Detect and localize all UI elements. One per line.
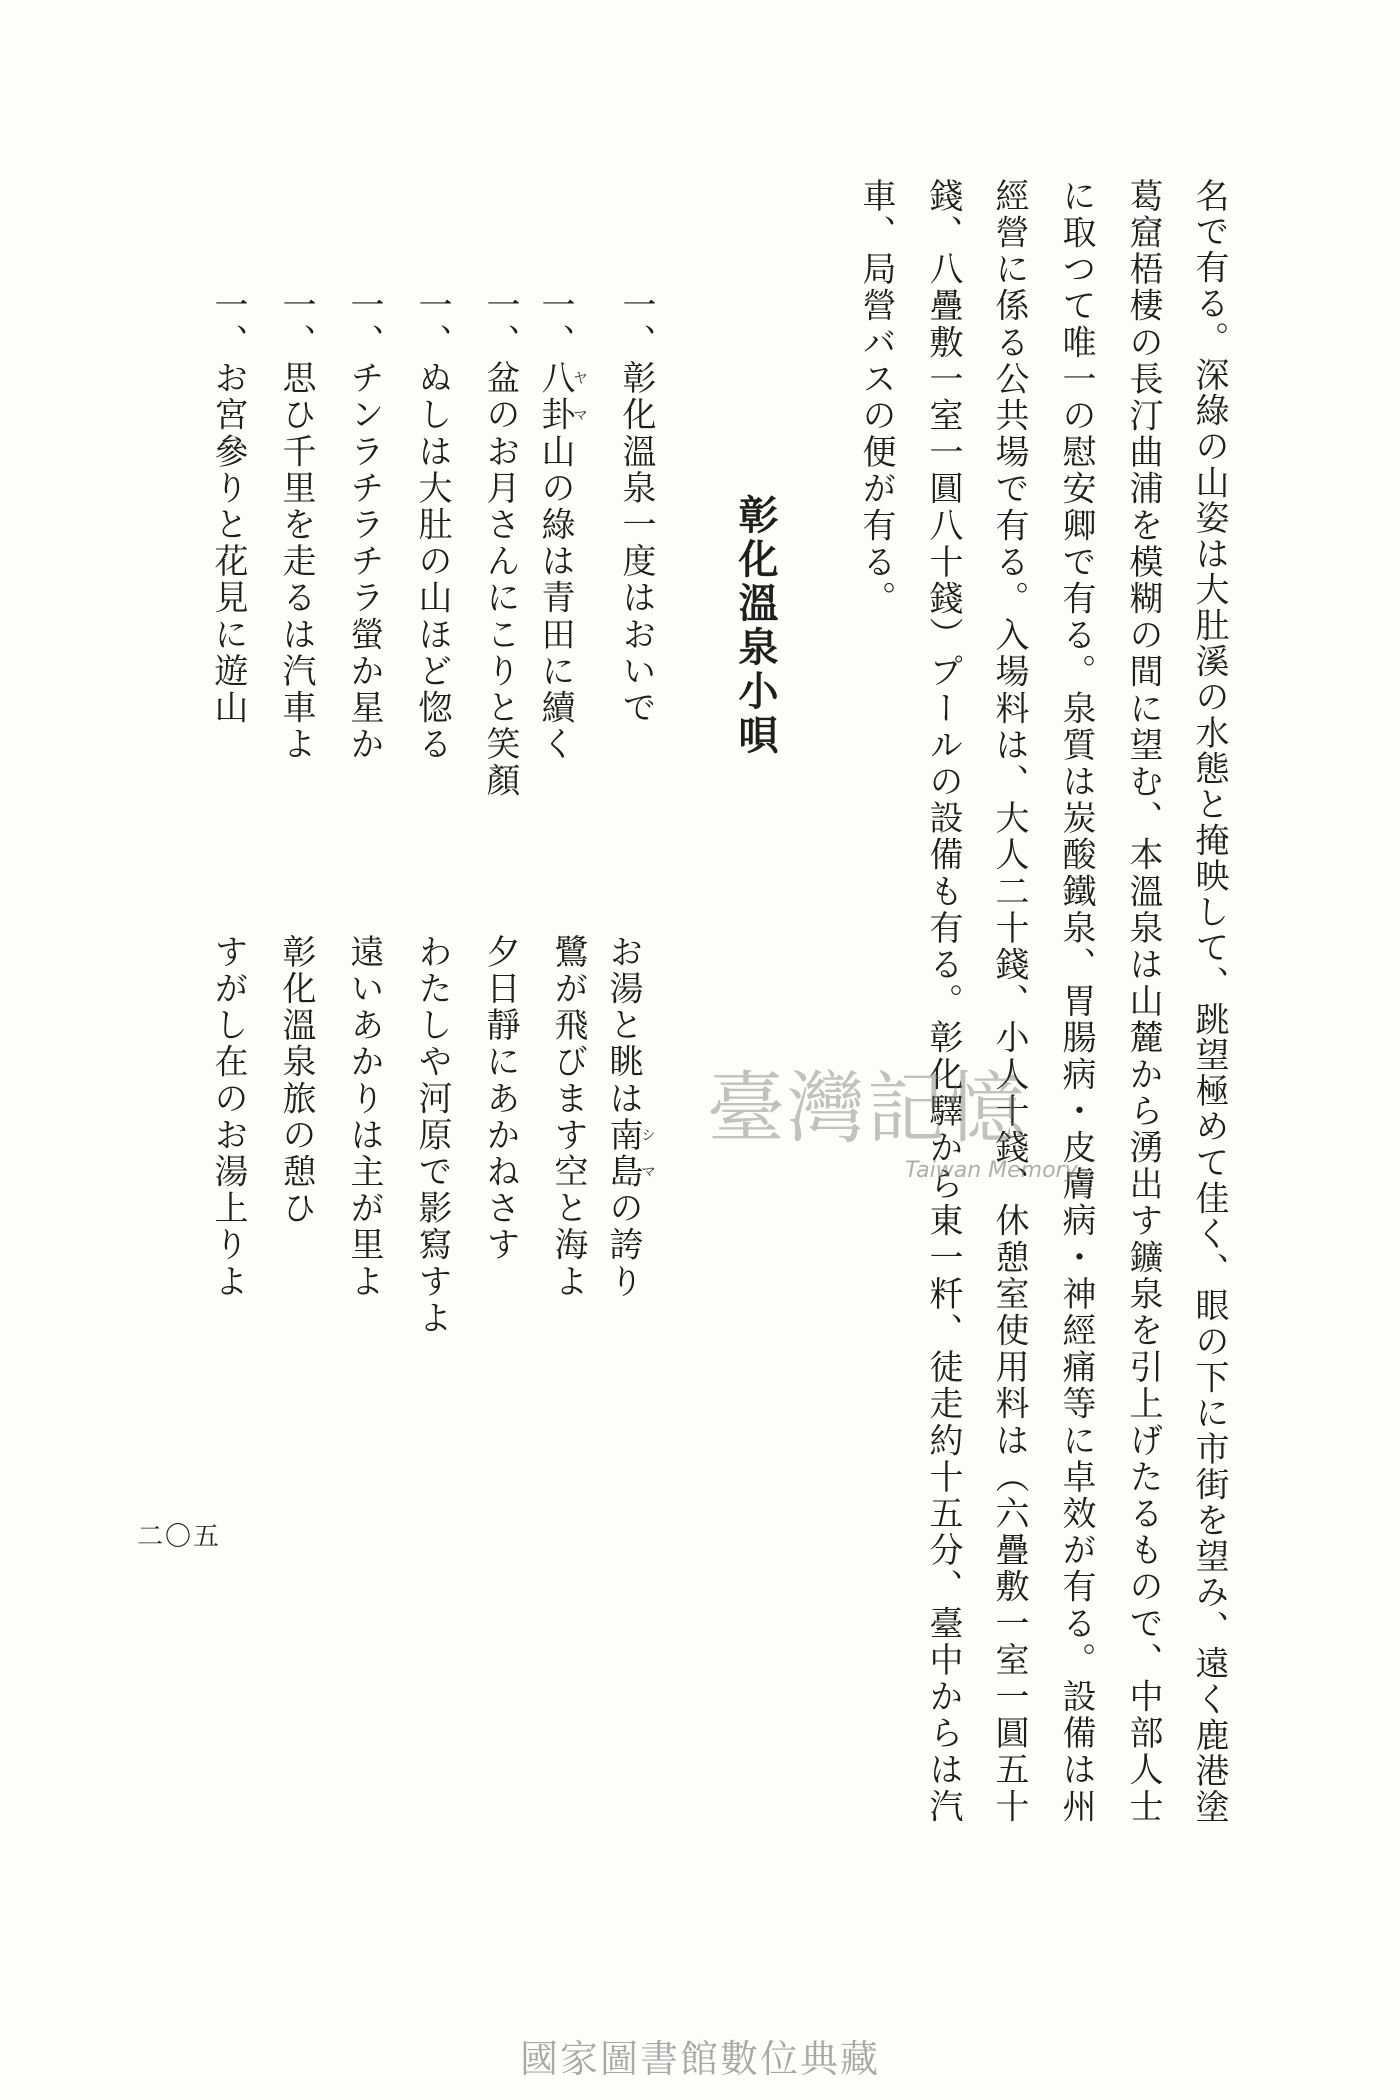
verse-upper-line xyxy=(344,287,384,763)
verse-text: 一、チンラチラチラ螢か星か xyxy=(344,287,384,763)
page-number: 二〇五 xyxy=(137,1522,222,1552)
ruby-reading: シマ xyxy=(639,1117,657,1191)
ruby-annotation xyxy=(535,360,589,434)
watermark-logo: 臺灣記憶 xyxy=(707,1064,1028,1154)
verse-lower-line xyxy=(480,934,520,1263)
ruby-base: 八卦 xyxy=(535,360,575,434)
prose-column: に取つて唯一の慰安卿で有る。泉質は炭酸鐵泉、胃腸病・皮膚病・神經痛等に卓效が有る。設備は州 xyxy=(1056,178,1096,1825)
verse-text: お湯と眺は xyxy=(603,934,643,1117)
verse-upper-line xyxy=(276,287,316,763)
verse-text: 鷺が飛びます空と海よ xyxy=(548,934,588,1300)
verse-lower-line xyxy=(603,934,657,1301)
verse-text: 一、思ひ千里を走るは汽車よ xyxy=(276,287,316,763)
song-title: 彰化溫泉小唄 xyxy=(732,494,779,758)
prose-column: 車、局營バスの便が有る。 xyxy=(856,178,896,618)
verse-text: 一、 xyxy=(535,287,575,361)
verse-lower-line xyxy=(276,934,316,1227)
ruby-base: 南島 xyxy=(603,1117,643,1191)
verse-text: の誇り xyxy=(603,1190,643,1301)
prose-column: 名で有る。深綠の山姿は大肚溪の水態と掩映して、跳望極めて佳く、眼の下に市街を望み、遠く鹿港塗 xyxy=(1189,178,1229,1825)
verse-text: 夕日靜にあかねさす xyxy=(480,934,520,1264)
verse-upper-line xyxy=(535,287,589,763)
verse-lower-line xyxy=(548,934,588,1300)
verse-upper-line xyxy=(616,287,656,726)
verse-upper-line xyxy=(412,287,452,763)
verse-text: 遠いあかりは主が里よ xyxy=(344,934,384,1300)
collection-footer: 國家圖書館數位典藏 xyxy=(519,2037,880,2081)
verse-text: 一、盆のお月さんにこりと笑顏 xyxy=(480,287,520,800)
verse-upper-line xyxy=(208,287,248,726)
verse-text: 一、ぬしは大肚の山ほど惚る xyxy=(412,287,452,763)
verse-text: わたしや河原で影寫すよ xyxy=(412,934,452,1337)
verse-text: 一、お宮參りと花見に遊山 xyxy=(208,287,248,727)
verse-text: 彰化溫泉旅の憩ひ xyxy=(276,934,316,1227)
verse-lower-line xyxy=(344,934,384,1300)
prose-column: 葛窟梧棲の長汀曲浦を模糊の間に望む、本溫泉は山麓から湧出す鑛泉を引上げたるもので、中部人士 xyxy=(1123,178,1163,1825)
watermark-logo-caption: Taiwan Memory xyxy=(905,1158,1078,1183)
verse-text: 山の綠は青田に續く xyxy=(535,433,575,763)
ruby-reading: ヤマ xyxy=(571,360,589,434)
prose-column: 經營に係る公共場で有る。入場料は、大人二十錢、小人十錢、休憩室使用料は（六疊敷一室一圓五十 xyxy=(989,178,1029,1825)
verse-lower-line xyxy=(412,934,452,1337)
prose-column: 錢、八疊敷一室一圓八十錢）プールの設備も有る。彰化驛から東一粁、徒走約十五分、臺中からは汽 xyxy=(923,178,963,1825)
verse-upper-line xyxy=(480,287,520,799)
verse-text: すがし在のお湯上りよ xyxy=(208,934,248,1300)
ruby-annotation xyxy=(603,1117,657,1191)
verse-text: 一、彰化溫泉一度はおいで xyxy=(616,287,656,727)
verse-lower-line xyxy=(208,934,248,1300)
